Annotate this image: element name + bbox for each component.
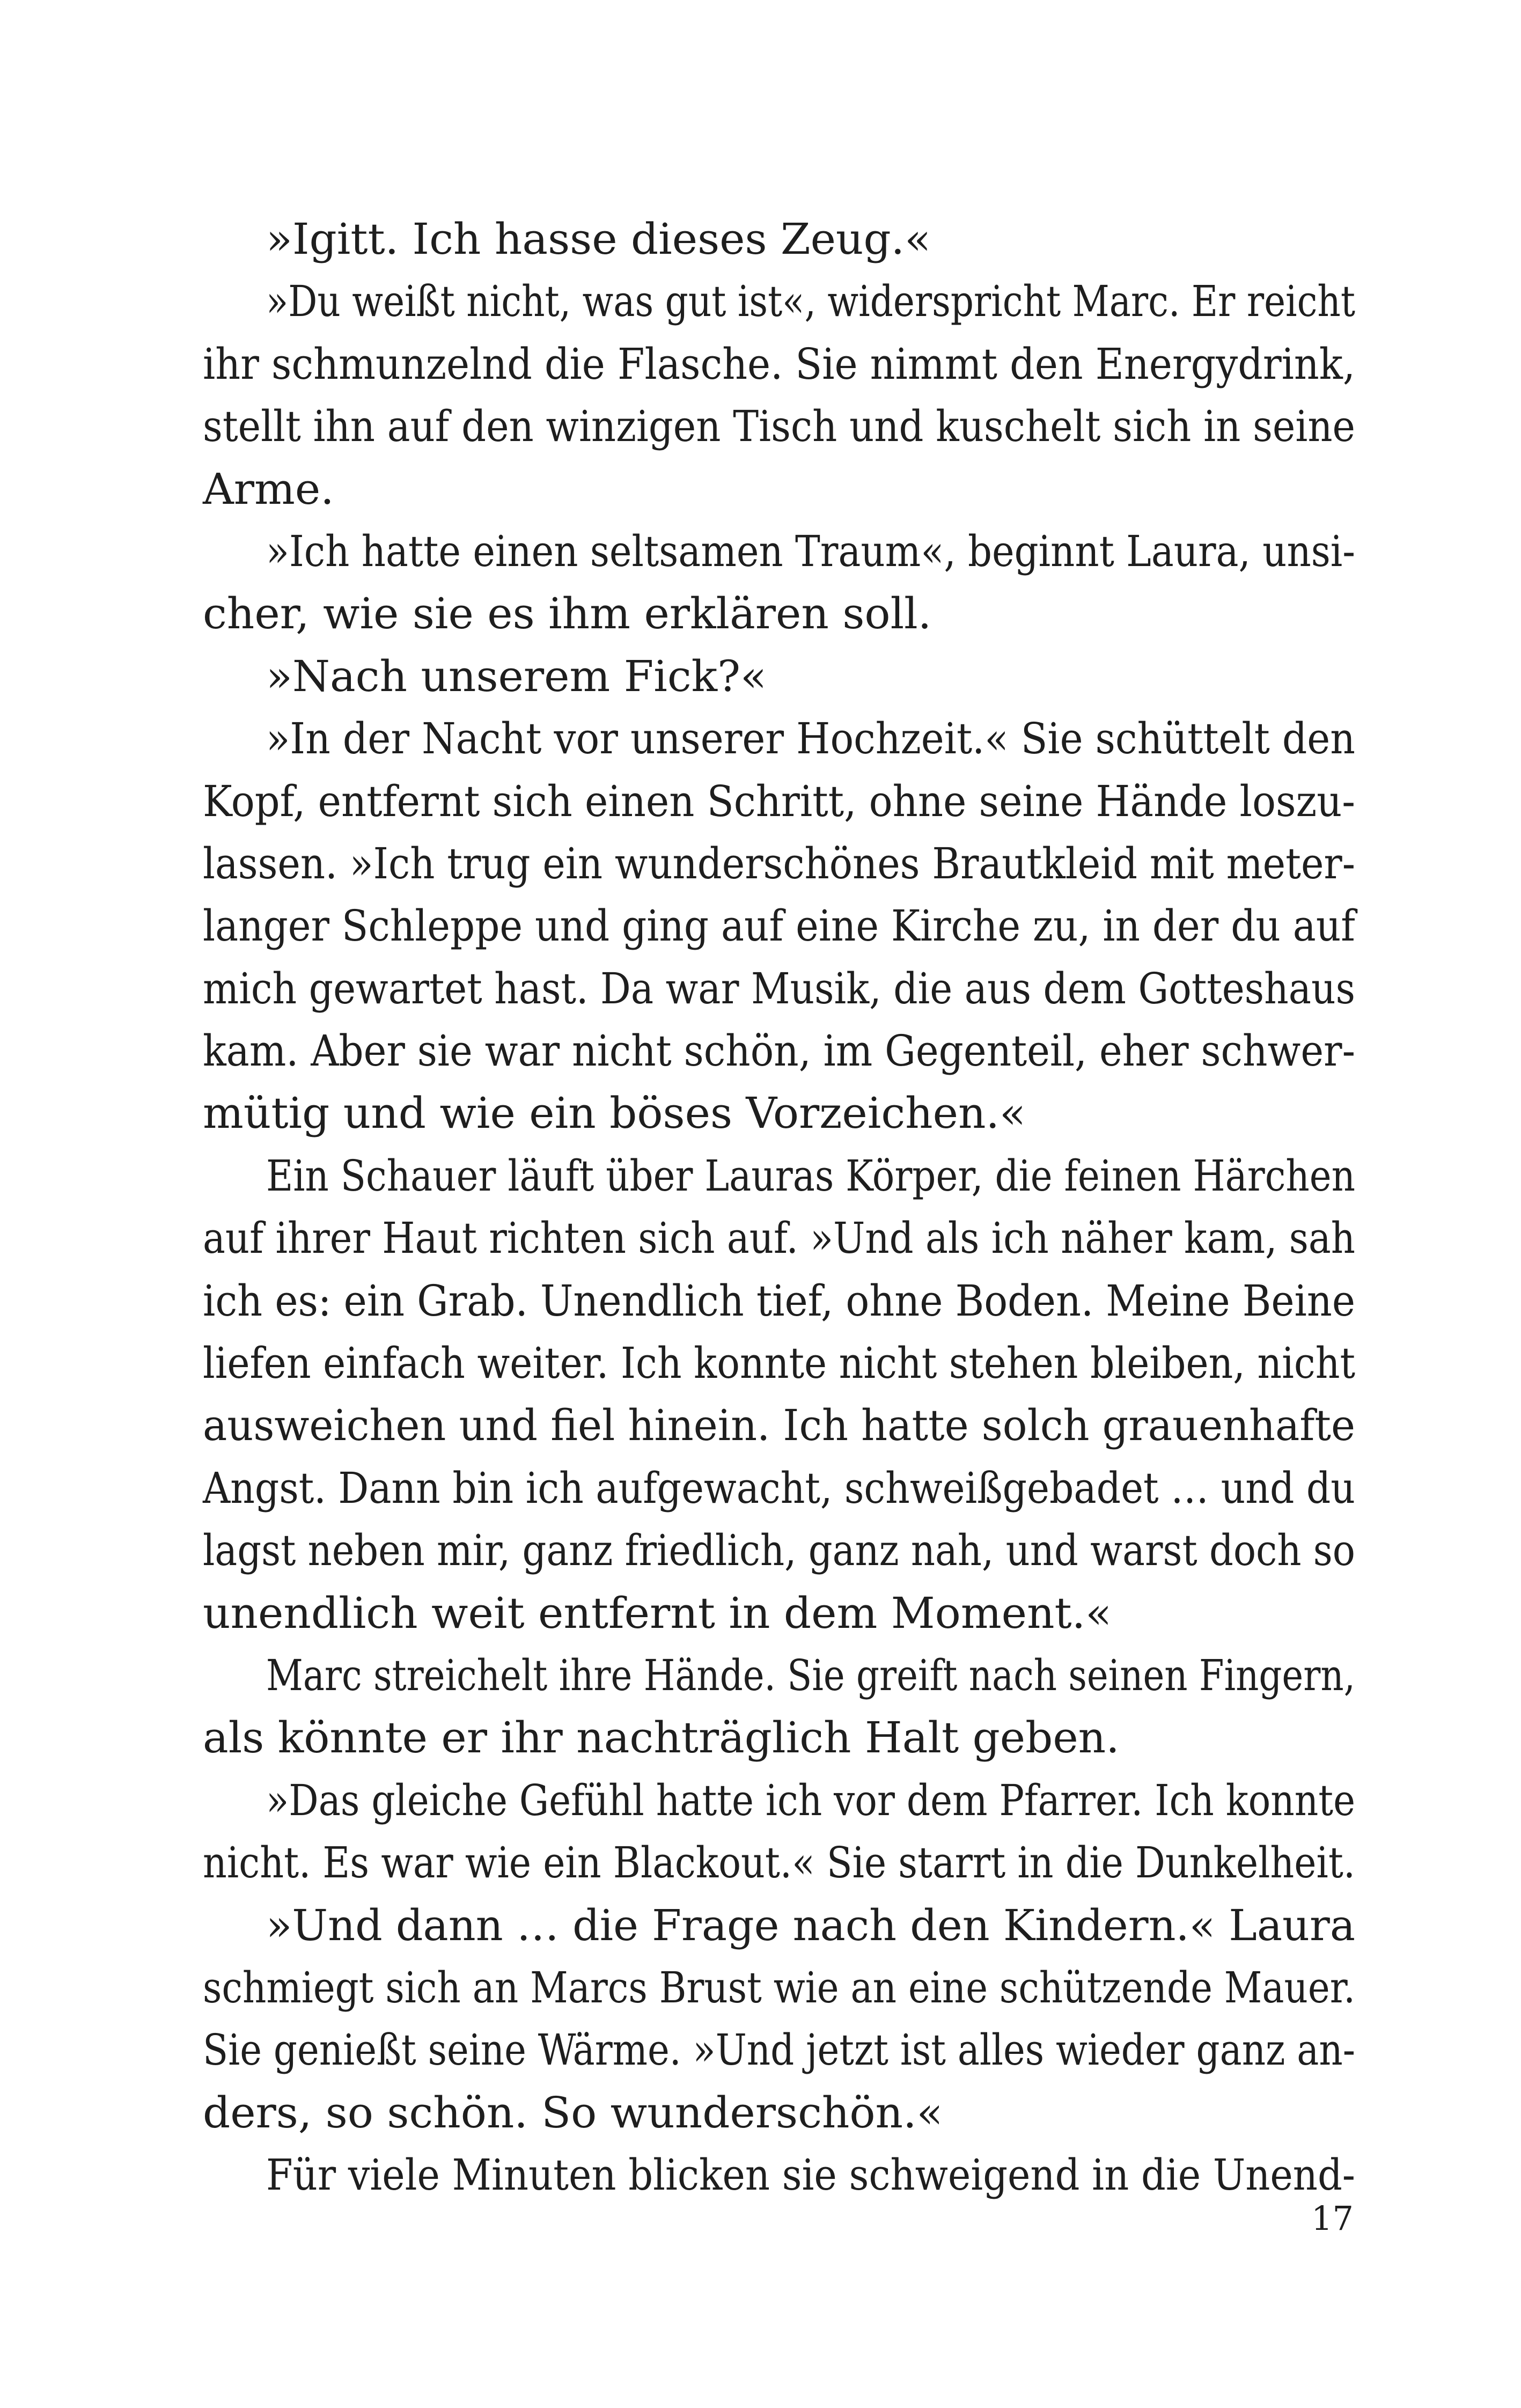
text-line: ders, so schön. So wunderschön.« (203, 2087, 943, 2138)
text-line: Ein Schauer läuft über Lauras Körper, die feinen Härchen (266, 1150, 1355, 1201)
text-line: als könnte er ihr nachträglich Halt geben. (203, 1713, 1120, 1763)
body-text (203, 208, 1355, 2207)
text-line: ihr schmunzelnd die Flasche. Sie nimmt den Energydrink, (203, 339, 1355, 389)
text-line: »Und dann … die Frage nach den Kindern.« Laura (266, 1900, 1355, 1950)
text-line: »Igitt. Ich hasse dieses Zeug.« (266, 214, 931, 264)
text-line: liefen einfach weiter. Ich konnte nicht stehen bleiben, nicht (203, 1338, 1355, 1389)
text-line: kam. Aber sie war nicht schön, im Gegenteil, eher schwer- (203, 1026, 1355, 1076)
text-line: ich es: ein Grab. Unendlich tief, ohne Boden. Meine Beine (203, 1275, 1355, 1326)
text-line: Angst. Dann bin ich aufgewacht, schweißgebadet … und du (203, 1463, 1355, 1513)
text-line: stellt ihn auf den winzigen Tisch und kuschelt sich in seine (203, 401, 1355, 452)
text-line: mütig und wie ein böses Vorzeichen.« (203, 1088, 1026, 1139)
text-line: »Das gleiche Gefühl hatte ich vor dem Pfarrer. Ich konnte (266, 1775, 1355, 1825)
text-line: cher, wie sie es ihm erklären soll. (203, 589, 932, 639)
text-line: auf ihrer Haut richten sich auf. »Und als ich näher kam, sah (203, 1213, 1355, 1264)
text-line: »In der Nacht vor unserer Hochzeit.« Sie schüttelt den (266, 714, 1355, 764)
text-line: Für viele Minuten blicken sie schweigend in die Unend- (266, 2150, 1355, 2200)
text-line: langer Schleppe und ging auf eine Kirche zu, in der du auf (203, 901, 1355, 951)
text-line: Sie genießt seine Wärme. »Und jetzt ist alles wieder ganz an- (203, 2025, 1355, 2075)
text-line: »Du weißt nicht, was gut ist«, widerspricht Marc. Er reicht (266, 276, 1355, 327)
text-line: Kopf, entfernt sich einen Schritt, ohne seine Hände loszu- (203, 776, 1355, 826)
text-line: »Ich hatte einen seltsamen Traum«, beginnt Laura, unsi- (266, 526, 1355, 576)
text-line: schmiegt sich an Marcs Brust wie an eine schützende Mauer. (203, 1962, 1355, 2013)
page-number: 17 (1311, 2199, 1354, 2238)
text-line: »Nach unserem Fick?« (266, 651, 767, 701)
text-line: Marc streichelt ihre Hände. Sie greift nach seinen Fingern, (266, 1650, 1355, 1700)
text-line: mich gewartet hast. Da war Musik, die aus dem Gotteshaus (203, 963, 1355, 1014)
text-line: nicht. Es war wie ein Blackout.« Sie starrt in die Dunkelheit. (203, 1838, 1355, 1888)
text-line: lagst neben mir, ganz friedlich, ganz nah, und warst doch so (203, 1525, 1355, 1576)
text-line: unendlich weit entfernt in dem Moment.« (203, 1588, 1112, 1638)
text-line: ausweichen und fiel hinein. Ich hatte solch grauenhafte (203, 1400, 1355, 1451)
text-line: lassen. »Ich trug ein wunderschönes Brautkleid mit meter- (203, 838, 1355, 889)
text-line: Arme. (203, 464, 334, 514)
